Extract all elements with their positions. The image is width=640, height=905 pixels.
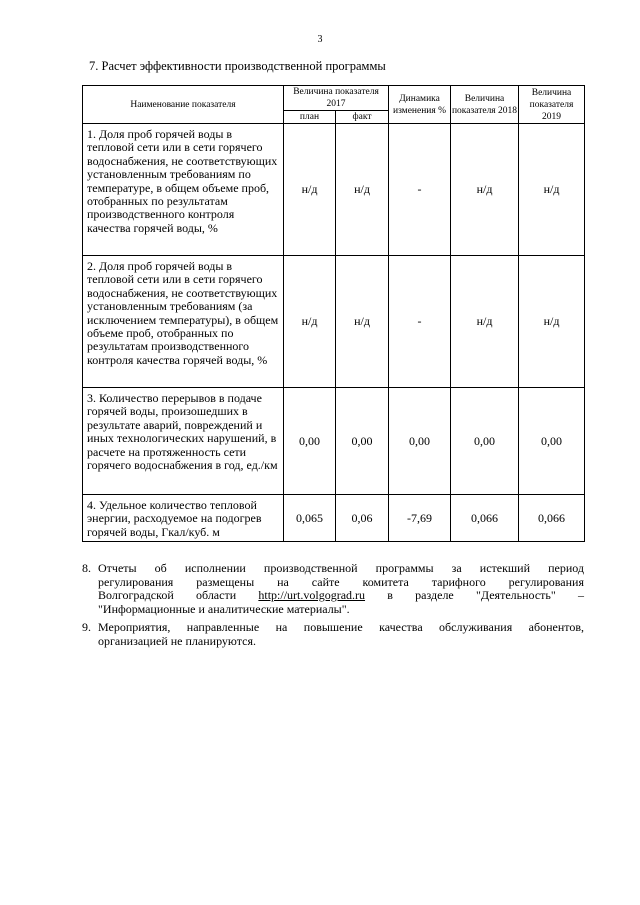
notes-list: [82, 562, 584, 654]
value-2019: 0,00: [519, 388, 585, 495]
note-text: в разделе "Деятельность" –: [387, 588, 584, 603]
header-dynamics: Динамика изменения %: [389, 86, 451, 124]
table-header-row: [83, 86, 585, 111]
value-dynamics: -7,69: [389, 495, 451, 542]
value-2018: 0,066: [451, 495, 519, 542]
header-fact: факт: [336, 111, 389, 124]
note-line: Мероприятия, направленные на повышение качества обслуживания абонентов,: [98, 620, 584, 635]
note-number: 9.: [82, 620, 91, 635]
note-line: организацией не планируются.: [98, 633, 256, 648]
note-item-9: [82, 621, 584, 648]
indicators-table: [82, 85, 585, 542]
value-dynamics: -: [389, 124, 451, 256]
indicator-name: 1. Доля проб горячей воды в тепловой сети или в сети горячего водоснабжения, не соответствующих установленным требованиям по температуре, в общем объеме проб, отобранных по результатам производственного контроля качества горячей воды, %: [83, 124, 284, 256]
header-value-2017: Величина показателя 2017: [284, 86, 389, 111]
value-plan: 0,065: [284, 495, 336, 542]
indicator-name: 2. Доля проб горячей воды в тепловой сети или в сети горячего водоснабжения, не соответствующих установленным требованиям (за исключением температуры), в общем объеме проб, отобранных по результатам производственного контроля качества горячей воды, %: [83, 256, 284, 388]
value-plan: 0,00: [284, 388, 336, 495]
table-row: [83, 256, 585, 388]
note-line-with-link: [98, 589, 584, 603]
website-link[interactable]: http://urt.volgograd.ru: [258, 588, 366, 603]
indicator-name: 3. Количество перерывов в подаче горячей воды, произошедших в результате аварий, повреждений и иных технологических нарушений, в расчете на протяженность сети горячего водоснабжения в год, ед./км: [83, 388, 284, 495]
table-row: [83, 388, 585, 495]
value-2019: 0,066: [519, 495, 585, 542]
section-heading: 7. Расчет эффективности производственной программы: [89, 59, 386, 73]
page-number: 3: [317, 34, 323, 45]
value-fact: н/д: [336, 124, 389, 256]
value-2018: н/д: [451, 256, 519, 388]
note-line: регулирования размещены на сайте комитета тарифного регулирования: [98, 574, 584, 589]
header-name: Наименование показателя: [83, 86, 284, 124]
value-fact: 0,00: [336, 388, 389, 495]
table-row: [83, 495, 585, 542]
header-value-2018: Величина показателя 2018: [451, 86, 519, 124]
table-row: [83, 124, 585, 256]
indicator-name: 4. Удельное количество тепловой энергии, расходуемое на подогрев горячей воды, Гкал/куб. м: [83, 495, 284, 542]
note-number: 8.: [82, 561, 91, 575]
value-plan: н/д: [284, 124, 336, 256]
note-line: Отчеты об исполнении производственной программы за истекший период: [98, 561, 584, 575]
note-text: Волгоградской области: [98, 588, 237, 603]
value-2018: 0,00: [451, 388, 519, 495]
header-value-2019: Величина показателя 2019: [519, 86, 585, 124]
value-2019: н/д: [519, 256, 585, 388]
note-item-8: [82, 562, 584, 616]
value-2019: н/д: [519, 124, 585, 256]
header-plan: план: [284, 111, 336, 124]
value-2018: н/д: [451, 124, 519, 256]
note-line: "Информационные и аналитические материалы".: [98, 601, 350, 616]
value-dynamics: -: [389, 256, 451, 388]
value-fact: 0,06: [336, 495, 389, 542]
value-dynamics: 0,00: [389, 388, 451, 495]
value-plan: н/д: [284, 256, 336, 388]
value-fact: н/д: [336, 256, 389, 388]
